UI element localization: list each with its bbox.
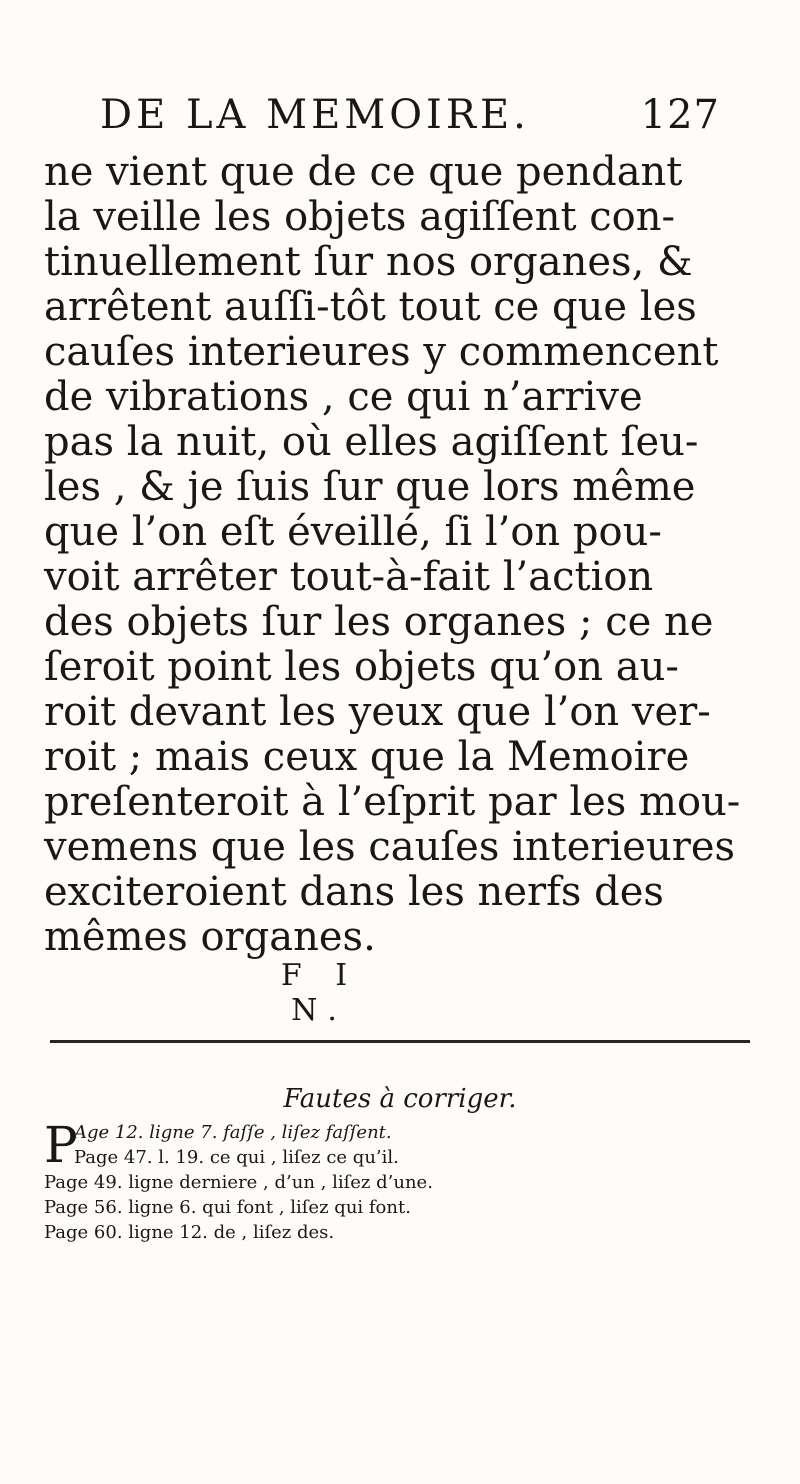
errata-list xyxy=(44,1116,664,1245)
text-line: des objets ſur les organes ; ce ne xyxy=(44,599,714,645)
errata-row: Page 60. ligne 12. de , liſez des. xyxy=(44,1222,335,1243)
text-line: cauſes interieures y commencent xyxy=(44,329,719,375)
running-header xyxy=(100,92,720,138)
errata-row: Page 49. ligne derniere , d’un , liſez d’une. xyxy=(44,1172,433,1193)
drop-cap: P xyxy=(44,1116,78,1174)
text-line: tinuellement ſur nos organes, & xyxy=(44,239,693,285)
text-line: la veille les objets agiſſent con- xyxy=(44,194,676,240)
end-mark: F I N. xyxy=(280,958,360,1028)
text-line: arrêtent auſſi-tôt tout ce que les xyxy=(44,284,697,330)
errata-title: Fautes à corriger. xyxy=(283,1084,517,1114)
text-line: exciteroient dans les nerfs des xyxy=(44,869,664,915)
text-line: les , & je ſuis ſur que lors même xyxy=(44,464,696,510)
text-line: de vibrations , ce qui n’arrive xyxy=(44,374,643,420)
text-line: preſenteroit à l’eſprit par les mou- xyxy=(44,779,741,825)
text-line: ne vient que de ce que pendant xyxy=(44,149,683,195)
main-text xyxy=(44,150,754,960)
text-line: roit ; mais ceux que la Memoire xyxy=(44,734,690,780)
text-line: que l’on eſt éveillé, ſi l’on pou- xyxy=(44,509,662,555)
page-number: 127 xyxy=(640,92,720,138)
errata-row-text: Age 12. ligne 7. faſſe , liſez faſſent. xyxy=(74,1122,392,1143)
text-line: roit devant les yeux que l’on ver- xyxy=(44,689,711,735)
errata-row: Page 56. ligne 6. qui font , liſez qui font. xyxy=(44,1197,411,1218)
errata-row: Page 47. l. 19. ce qui , liſez ce qu’il. xyxy=(74,1147,399,1168)
text-line: voit arrêter tout-à-fait l’action xyxy=(44,554,654,600)
text-line: mêmes organes. xyxy=(44,914,376,960)
divider-rule xyxy=(50,1040,750,1043)
text-line: pas la nuit, où elles agiſſent ſeu- xyxy=(44,419,699,465)
text-line: ſeroit point les objets qu’on au- xyxy=(44,644,679,690)
running-title: DE LA MEMOIRE. xyxy=(100,92,530,138)
text-line: vemens que les cauſes interieures xyxy=(44,824,736,870)
